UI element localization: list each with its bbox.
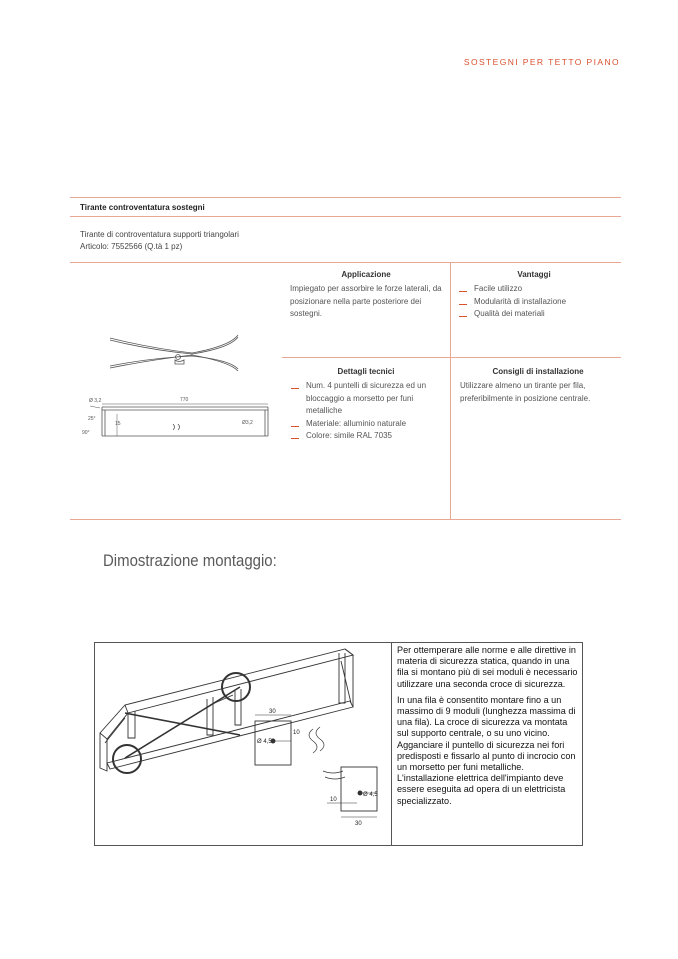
product-title: Tirante controventatura sostegni (80, 203, 205, 212)
list-item: Materiale: alluminio naturale (290, 418, 448, 431)
vantaggi-title: Vantaggi (517, 270, 551, 279)
support-rail (100, 649, 353, 739)
support-leg (100, 733, 107, 771)
table-rule-title (70, 216, 621, 217)
section-label: SOSTEGNI PER TETTO PIANO (463, 57, 620, 67)
detail-bottom-dim-width: 30 (355, 821, 362, 827)
dim-diameter-end: Ø3,2 (242, 420, 253, 426)
dim-angle-left: 90° (82, 430, 90, 436)
mounting-diagram (95, 643, 391, 845)
detail-bottom-dim-height: 10 (330, 797, 337, 803)
demo-paragraph-2: In una fila è consentito montare fino a un massimo di 9 moduli (lunghezza massima di una fila). La croce di sicurezza va montata sul supporto centrale, o su uno vicino. Agganciare il puntello di sicurezza nei fori predisposti e fissarlo al punto di incrocio con un morsetto per funi metalliche. (397, 694, 576, 773)
product-description: Tirante di controventatura supporti triangolari (80, 230, 239, 239)
product-article: Articolo: 7552566 (Q.tà 1 pz) (80, 242, 183, 251)
demo-paragraph-3: L'installazione elettrica dell'impianto deve essere eseguita ad opera di un elettricista specializzato. (397, 773, 566, 806)
detail-top-hole: Ø 4,5 (257, 739, 272, 745)
applicazione-text: Impiegato per assorbire le forze laterali, da posizionare nella parte posteriore dei sostegni. (290, 284, 442, 318)
list-item: Num. 4 puntelli di sicurezza ed un bloccaggio a morsetto per funi metalliche (290, 380, 448, 418)
table-column-divider (450, 262, 451, 519)
product-subtitle (80, 229, 239, 253)
dim-side: 15 (115, 421, 121, 427)
demo-title: Dimostrazione montaggio: (103, 551, 277, 570)
list-item: Colore: simile RAL 7035 (290, 430, 448, 443)
vantaggi-list (458, 283, 618, 321)
table-rule-top (70, 197, 621, 198)
dettagli-title: Dettagli tecnici (337, 367, 395, 376)
rod-line-1 (110, 335, 238, 353)
table-rule-subtitle (70, 262, 621, 263)
list-item: Facile utilizzo (458, 283, 618, 296)
cross-brace-2 (125, 713, 240, 735)
demo-text (397, 645, 579, 812)
applicazione-title: Applicazione (341, 270, 391, 279)
consigli-text: Utilizzare almeno un tirante per fila, preferibilmente in posizione centrale. (460, 381, 591, 403)
dim-length: 770 (180, 397, 189, 403)
table-rule-bottom (70, 519, 621, 520)
cross-brace-1 (125, 687, 240, 758)
demo-paragraph-1: Per ottemperare alle norme e alle direttive in materia di sicurezza statica, quando in una fila si montano più di sei moduli è necessario utilizzare una seconda croce di sicurezza. (397, 645, 578, 689)
tie-rod-drawing (80, 320, 275, 440)
list-item: Qualità dei materiali (458, 308, 618, 321)
table-rule-middle (282, 357, 621, 358)
dettagli-list (290, 380, 448, 443)
detail-circle-bottom (113, 745, 141, 773)
detail-top-dim-width: 30 (269, 709, 276, 715)
demo-divider (391, 642, 392, 846)
consigli-title: Consigli di installazione (492, 367, 584, 376)
detail-plate-bottom (341, 767, 377, 811)
list-item: Modularità di installazione (458, 296, 618, 309)
detail-top-dim-height: 10 (293, 730, 300, 736)
detail-bottom-hole: Ø 4,5 (363, 792, 378, 798)
dim-diameter-small: Ø 3,2 (89, 398, 102, 404)
dim-angle-small: 25° (88, 416, 96, 422)
